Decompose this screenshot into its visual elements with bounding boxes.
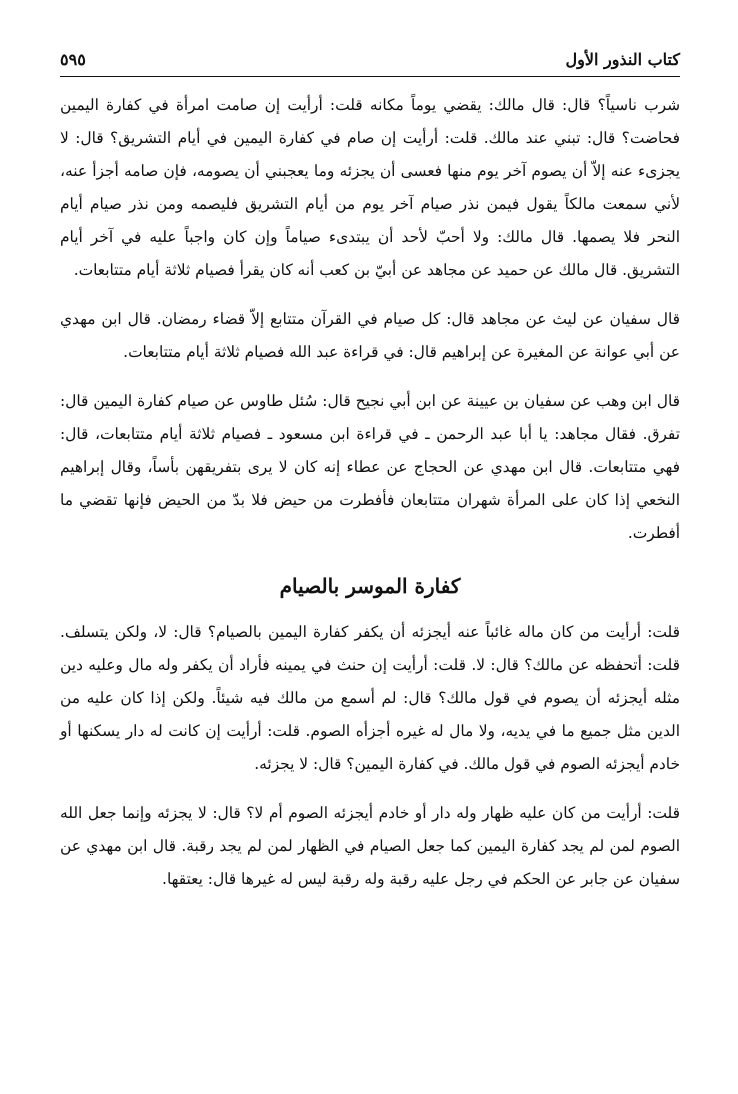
page-number: ٥٩٥ (60, 50, 86, 69)
running-header (60, 44, 680, 77)
book-title: كتاب النذور الأول (565, 50, 680, 69)
paragraph: قال سفيان عن ليث عن مجاهد قال: كل صيام في القرآن متتابع إلاّ قضاء رمضان. قال ابن مهدي عن أبي عوانة عن المغيرة عن إبراهيم قال: في قراءة عبد الله فصيام ثلاثة أيام متتابعات. (60, 310, 681, 361)
book-page (60, 44, 680, 1054)
page-body (60, 89, 680, 896)
paragraph: شرب ناسياً؟ قال: قال مالك: يقضي يوماً مكانه قلت: أرأيت إن صامت امرأة في كفارة اليمين فحاضت؟ قال: تبني عند مالك. قلت: أرأيت إن صام في كفارة اليمين في أيام التشريق؟ قال: لا يجزىء عنه إلاّ أن يصوم آخر يوم منها فعسى أن يجزئه وما يعجبني أن يصومه، فإن صامه أجزأ عنه، لأني سمعت مالكاً يقول فيمن نذر صيام آخر يوم من أيام التشريق فليصمه ومن نذر صيام أيام النحر فلا يصمها. قال مالك: ولا أحبّ لأحد أن يبتدىء صياماً وإن كان واجباً عليه في آخر أيام التشريق. قال مالك عن حميد عن مجاهد عن أبيّ بن كعب أنه كان يقرأ فصيام ثلاثة أيام متتابعات. (60, 96, 680, 279)
paragraph: قال ابن وهب عن سفيان بن عيينة عن ابن أبي نجيح قال: سُئل طاوس عن صيام كفارة اليمين قال: تفرق. فقال مجاهد: يا أبا عبد الرحمن ـ في قراءة ابن مسعود ـ فصيام ثلاثة أيام متتابعات، قال: فهي متتابعات. قال ابن مهدي عن الحجاج عن عطاء إنه كان لا يرى بتفريقهن بأساً، وقال إبراهيم النخعي إذا كان على المرأة شهران متتابعان فأفطرت من حيض فلا بدّ من الحيض فإنها تقضي ما أفطرت. (60, 392, 680, 542)
paragraph: قلت: أرأيت من كان عليه ظهار وله دار أو خادم أيجزئه الصوم أم لا؟ قال: لا يجزئه وإنما جعل الله الصوم لمن لم يجد كفارة اليمين كما جعل الصيام في الظهار لمن لم يجد رقبة. قال ابن مهدي عن سفيان عن جابر عن الحكم في رجل عليه رقبة وله رقبة ليس له غيرها قال: يعتقها. (60, 804, 680, 888)
section-heading: كفارة الموسر بالصيام (279, 574, 461, 598)
paragraph: قلت: أرأيت من كان ماله غائباً عنه أيجزئه أن يكفر كفارة اليمين بالصيام؟ قال: لا، ولكن يتسلف. قلت: أتحفظه عن مالك؟ قال: لا. قلت: أرأيت إن حنث في يمينه فأراد أن يكفر وله مال وعليه دين مثله أيجزئه أن يصوم في قول مالك؟ قال: لم أسمع من مالك فيه شيئاً. ولكن إذا كان عليه من الدين مثل جميع ما في يديه، ولا مال له غيره أجزأه الصوم. قلت: أرأيت إن كانت له دار يسكنها أو خادم أيجزئه الصوم في قول مالك. في كفارة اليمين؟ قال: لا يجزئه. (60, 623, 680, 773)
